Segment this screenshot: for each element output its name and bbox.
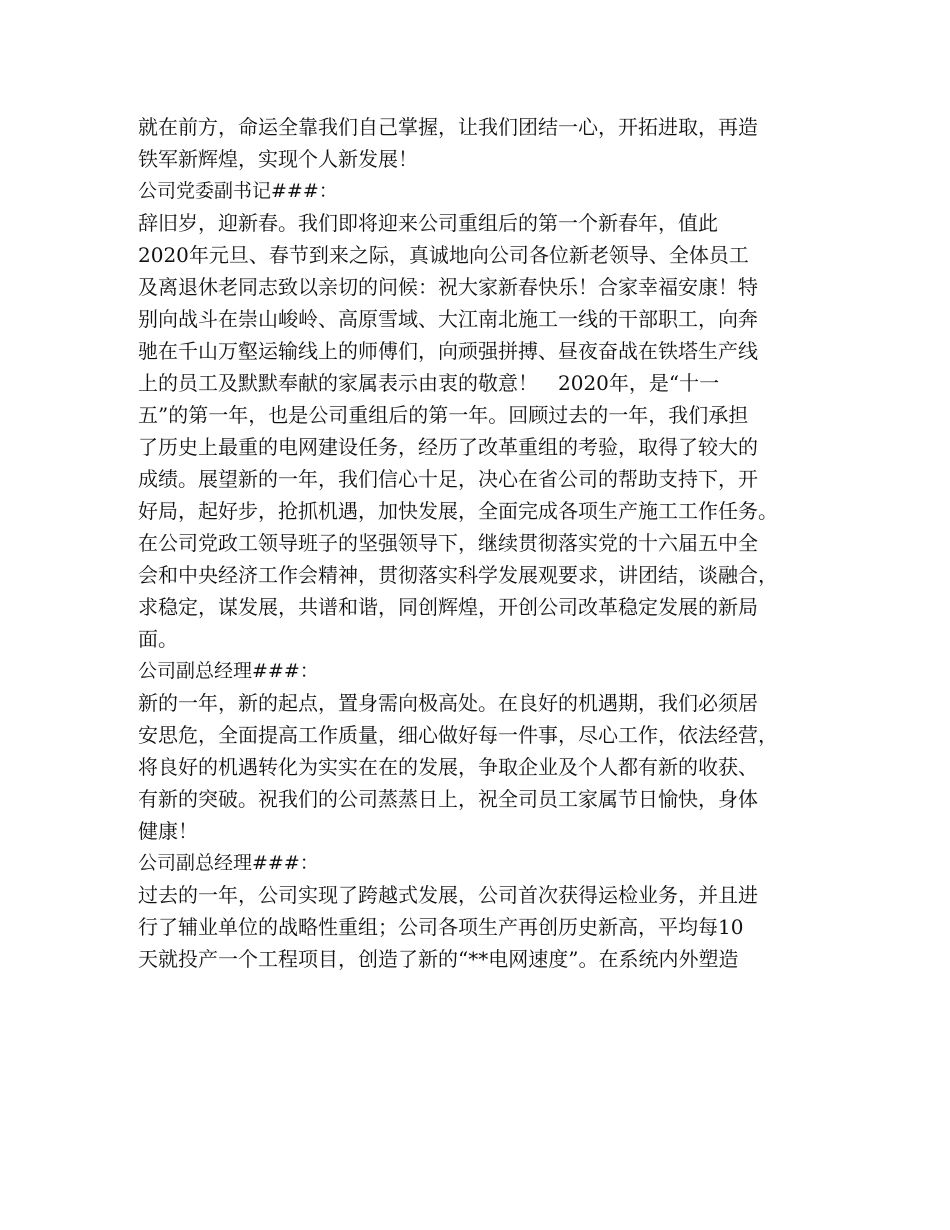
- body-text-line: 新的一年，新的起点，置身需向极高处。在良好的机遇期，我们必须居: [138, 691, 758, 715]
- body-text-line: 将良好的机遇转化为实实在在的发展，争取企业及个人都有新的收获、: [138, 755, 758, 779]
- body-text-line: 会和中央经济工作会精神，贯彻落实科学发展观要求，讲团结，谈融合，: [138, 563, 778, 587]
- body-text-line: 安思危，全面提高工作质量，细心做好每一件事，尽心工作，依法经营，: [138, 723, 778, 747]
- body-text-line: 别向战斗在崇山峻岭、高原雪域、大江南北施工一线的干部职工，向奔: [138, 307, 758, 331]
- body-text-line: 铁军新辉煌，实现个人新发展！: [138, 147, 418, 171]
- body-text-line: 五”的第一年，也是公司重组后的第一年。回顾过去的一年，我们承担: [138, 403, 749, 427]
- body-text-line: 了历史上最重的电网建设任务，经历了改革重组的考验，取得了较大的: [138, 435, 758, 459]
- body-text-line: 行了辅业单位的战略性重组；公司各项生产再创历史新高，平均每10: [138, 915, 744, 939]
- body-text-line: 有新的突破。祝我们的公司蒸蒸日上，祝全司员工家属节日愉快，身体: [138, 787, 758, 811]
- body-text-line: 就在前方，命运全靠我们自己掌握，让我们团结一心，开拓进取，再造: [138, 115, 758, 139]
- body-text-line: 在公司党政工领导班子的坚强领导下，继续贯彻落实党的十六届五中全: [138, 531, 758, 555]
- speaker-heading: 公司副总经理###：: [138, 660, 319, 682]
- body-text-line: 驰在千山万壑运输线上的师傅们，向顽强拼搏、昼夜奋战在铁塔生产线: [138, 339, 758, 363]
- body-text-line: 健康！: [138, 819, 198, 843]
- body-text-line: 求稳定，谋发展，共谱和谐，同创辉煌，开创公司改革稳定发展的新局: [138, 595, 758, 619]
- body-text-line: 面。: [138, 627, 178, 651]
- body-text-line: 上的员工及默默奉献的家属表示由衷的敬意！ 2020年，是“十一: [138, 371, 720, 395]
- body-text-line: 过去的一年，公司实现了跨越式发展，公司首次获得运检业务，并且进: [138, 883, 758, 907]
- body-text-line: 好局，起好步，抢抓机遇，加快发展，全面完成各项生产施工工作任务。: [138, 499, 778, 523]
- document-page: [138, 111, 828, 975]
- body-text-line: 2020年元旦、春节到来之际，真诚地向公司各位新老领导、全体员工: [138, 243, 749, 267]
- body-text-line: 成绩。展望新的一年，我们信心十足，决心在省公司的帮助支持下，开: [138, 467, 758, 491]
- body-text-line: 天就投产一个工程项目，创造了新的“**电网速度”。在系统内外塑造: [138, 947, 739, 971]
- body-text-line: 及离退休老同志致以亲切的问候：祝大家新春快乐！合家幸福安康！特: [138, 275, 758, 299]
- speaker-heading: 公司副总经理###：: [138, 852, 319, 874]
- body-text-line: 辞旧岁，迎新春。我们即将迎来公司重组后的第一个新春年，值此: [138, 211, 718, 235]
- speaker-heading: 公司党委副书记###：: [138, 180, 338, 202]
